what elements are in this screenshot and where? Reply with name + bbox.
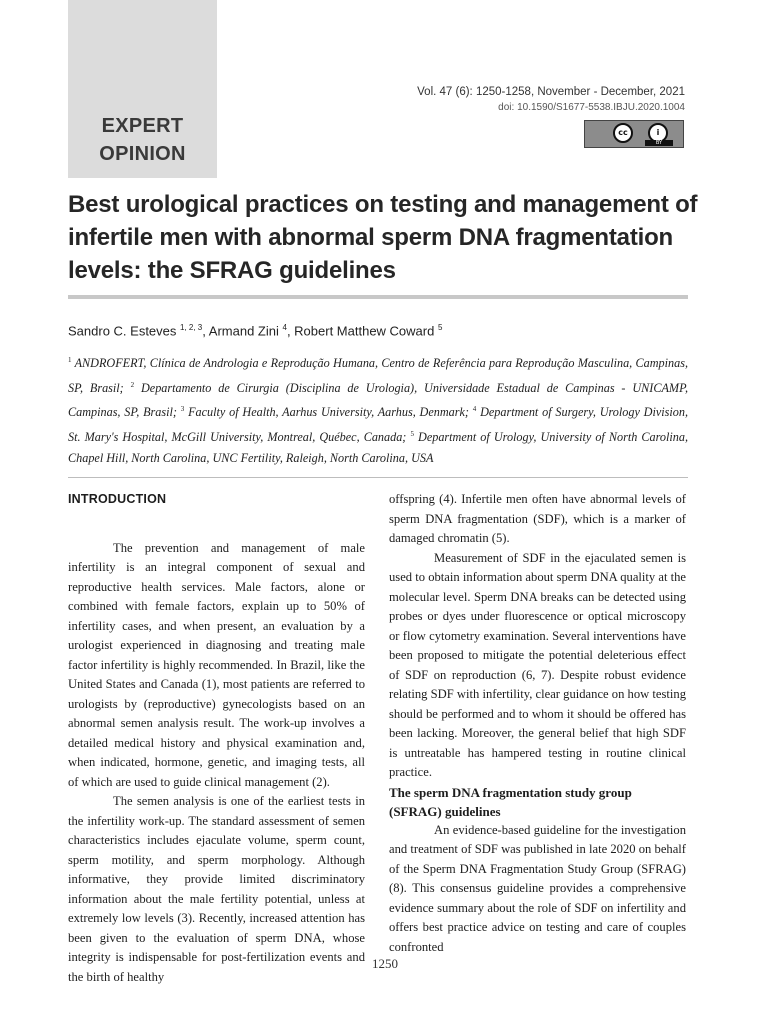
affil-marker: 4 <box>472 405 477 414</box>
title-divider <box>68 295 688 299</box>
by-label: BY <box>645 140 673 146</box>
article-title: Best urological practices on testing and management of infertile men with abnormal sperm DNA fragmentation levels: the SFRAG guidelines <box>68 191 698 284</box>
paragraph: The semen analysis is one of the earliest tests in the infertility work-up. The standard assessment of semen characteristics includes ejaculate volume, sperm count, sperm motility, and sperm morphology. Although informative, they provide limited discriminatory information about the male fertility potential, unless at extremely low levels (3). Recently, increased attention has been given to the evaluation of sperm DNA, whose integrity is indispensable for post-fertilization events and the birth of healthy <box>68 794 365 984</box>
section-tab <box>68 0 217 178</box>
author-separator: , <box>286 323 295 339</box>
left-column <box>68 490 365 987</box>
author-name: Armand Zini <box>208 323 279 339</box>
paragraph: Measurement of SDF in the ejaculated semen is used to obtain information about sperm DNA quality at the molecular level. Sperm DNA breaks can be detected using probes or dyes under fluorescence or optical microscopy or flow cytometry examination. Several interventions have been proposed to mitigate the potential deleterious effect of SDF on reproduction (6, 7). Despite robust evidence relating SDF with infertility, clear guidance on how testing should be performed and to whom it should be offered has been lacking. Moreover, the general belief that high SDF is untreatable has hampered testing in routine clinical practice. <box>389 550 686 779</box>
subsection-heading-sfrag: The sperm DNA fragmentation study group (SFRAG) guidelines <box>389 784 632 819</box>
right-column <box>389 490 686 957</box>
section-tab-label <box>68 112 217 168</box>
page-number: 1250 <box>372 956 398 971</box>
affiliation: Department of Surgery, Urology Division, St. Mary's Hospital, McGill University, Montreal, Québec, Canada; <box>68 405 689 444</box>
affiliations <box>68 350 688 470</box>
author-affil-marker: 4 <box>282 323 287 332</box>
section-heading-introduction: INTRODUCTION <box>68 492 167 506</box>
cc-icon: cc <box>613 123 633 143</box>
author-name: Robert Matthew Coward <box>294 323 435 339</box>
affil-marker: 5 <box>410 429 414 438</box>
paragraph: The prevention and management of male infertility is an integral component of sexual and reproductive health services. Male factors, alone or combined with female factors, explain up to 50% of infertility cases, and when present, an evaluation by a urologist experienced in diagnosing and treating male factor infertility is highly recommended. In Brazil, like the United States and Canada (1), most patients are referred to urologists by (reproductive) gynecologists based on an abnormal semen analysis result. The work-up involves a detailed medical history and physical examination and, when indicated, hormone, genetic, and imaging tests, all of which are used to guide clinical management (2). <box>68 540 365 789</box>
affiliation: ANDROFERT, Clínica de Andrologia e Reprodução Humana, Centro de Referência para Reprodução Masculina, Campinas, SP, Brasil; <box>68 356 688 395</box>
cc-by-license-badge[interactable] <box>584 120 684 148</box>
paragraph: offspring (4). Infertile men often have abnormal levels of sperm DNA fragmentation (SDF), which is a marker of damaged chromatin (5). <box>389 492 686 545</box>
section-tab-line1: EXPERT <box>101 115 184 137</box>
author-affil-marker: 1, 2, 3 <box>180 323 203 332</box>
author-name: Sandro C. Esteves <box>68 323 177 339</box>
doi-link[interactable]: doi: 10.1590/S1677-5538.IBJU.2020.1004 <box>498 102 685 113</box>
author-list <box>68 323 442 338</box>
affiliation: Departamento de Cirurgia (Disciplina de Urologia), Universidade Estadual de Campinas - UNICAMP, Campinas, SP, Brasil; <box>68 380 688 420</box>
attribution-icon: i <box>648 123 668 143</box>
volume-info: Vol. 47 (6): 1250-1258, November - December, 2021 <box>417 86 685 98</box>
paragraph: An evidence-based guideline for the investigation and treatment of SDF was published in late 2020 on behalf of the Sperm DNA Fragmentation Study Group (SFRAG) (8). This consensus guideline provides a comprehensive evidence summary about the role of SDF on infertility and offers best practice advice on testing and care of couples confronted <box>389 822 686 954</box>
affiliation: Faculty of Health, Aarhus University, Aarhus, Denmark; <box>188 405 473 420</box>
author-affil-marker: 5 <box>437 323 443 332</box>
affil-marker: 1 <box>68 356 72 364</box>
affiliation-divider <box>68 477 688 478</box>
journal-meta <box>417 84 685 116</box>
author-separator: , <box>202 323 209 339</box>
affil-marker: 2 <box>130 380 135 389</box>
affiliation: Department of Urology, University of North Carolina, Chapel Hill, North Carolina, UNC Fertility, Raleigh, North Carolina, USA <box>68 429 689 466</box>
section-tab-line2: OPINION <box>99 143 186 165</box>
affil-marker: 3 <box>180 405 185 414</box>
